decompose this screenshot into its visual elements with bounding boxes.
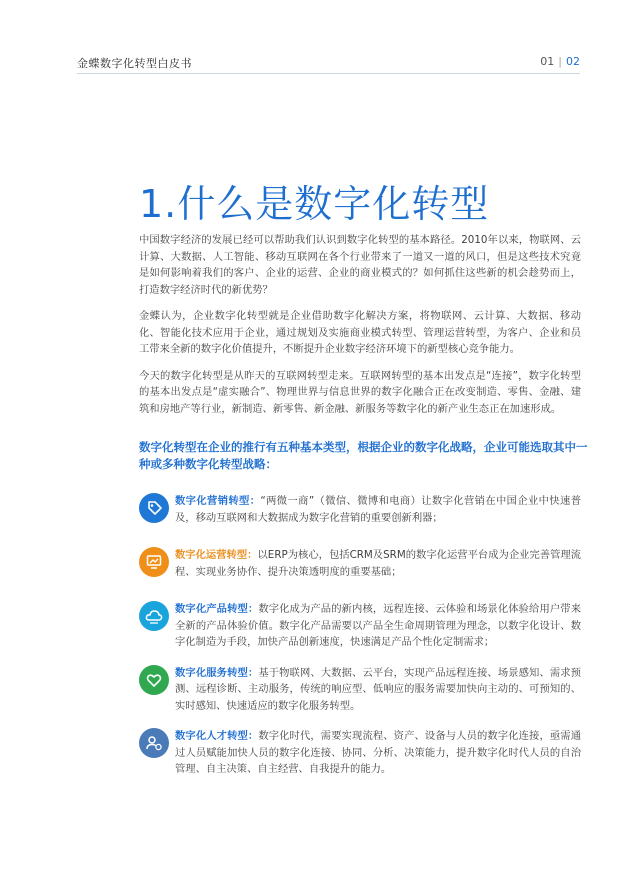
page-number-left: 01	[540, 55, 555, 68]
type-item-product	[139, 601, 581, 651]
type-desc-product: 数字化成为产品的新内核，远程连接、云体验和场景化体验给用户带来全新的产品体验价值。数字化产品需要以产品全生命周期管理为理念，以数字化设计、数字化制造为手段，加快产品创新速度，快速满足产品个性化定制需求；	[175, 603, 582, 648]
type-name-product: 数字化产品转型：	[175, 603, 259, 615]
type-name-talent: 数字化人才转型：	[175, 730, 259, 742]
cloud-icon	[139, 601, 169, 631]
document-title: 金蝶数字化转型白皮书	[77, 57, 192, 70]
type-desc-service: 基于物联网、大数据、云平台，实现产品远程连接、场景感知、需求预测、远程诊断、主动服务，传统的响应型、低响应的服务需要加快向主动的、可预知的、实时感知、快速适应的数字化服务转型。	[175, 666, 582, 712]
type-text-talent	[175, 728, 581, 778]
type-text-operation	[175, 547, 581, 580]
type-name-operation: 数字化运营转型：	[175, 549, 258, 561]
section-lead: 数字化转型在企业的推行有五种基本类型，根据企业的数字化战略，企业可能选取其中一种或多种数字化转型战略：	[139, 440, 588, 471]
page-title: 1.什么是数字化转型	[139, 182, 490, 227]
type-name-service: 数字化服务转型：	[175, 666, 259, 679]
type-text-marketing	[175, 493, 581, 526]
paragraph-2: 金蝶认为，企业数字化转型就是企业借助数字化解决方案，将物联网、云计算、大数据、移动化、智能化技术应用于企业，通过规划及实施商业模式转型、管理运营转型，为客户、企业和员工带来全新的数字化价值提升，不断提升企业数字经济环境下的新型核心竞争能力。	[139, 310, 581, 355]
type-text-product	[175, 601, 581, 651]
page-header	[0, 0, 640, 82]
paragraph-3: 今天的数字化转型是从昨天的互联网转型走来。互联网转型的基本出发点是“连接”，数字化转型的基本出发点是“虚实融合”、物理世界与信息世界的数字化融合正在改变制造、零售、金融、建筑和房地产等行业，新制造、新零售、新金融、新服务等数字化的新产业生态正在加速形成。	[139, 369, 581, 415]
type-item-talent	[139, 728, 581, 778]
type-desc-operation: 以ERP为核心，包括CRM及SRM的数字化运营平台成为企业完善管理流程、实现业务协作、提升决策透明度的重要基础；	[175, 549, 582, 578]
main-content	[139, 232, 588, 792]
page-separator: |	[558, 55, 562, 68]
type-item-service	[139, 665, 581, 715]
heart-icon	[139, 665, 169, 695]
type-name-marketing: 数字化营销转型：	[175, 495, 261, 507]
page-number-right: 02	[566, 55, 580, 68]
type-desc-marketing: “两微一商”（微信、微博和电商）让数字化营销在中国企业中快速普及，移动互联网和大数据成为数字化营销的重要创新利器；	[175, 495, 582, 524]
tag-icon	[139, 493, 169, 523]
type-item-marketing	[139, 493, 581, 533]
page-numbers	[540, 55, 580, 68]
person-icon	[139, 728, 169, 758]
monitor-icon	[139, 547, 169, 577]
type-desc-talent: 数字化时代，需要实现流程、资产、设备与人员的数字化连接，亟需通过人员赋能加快人员的数字化连接、协同、分析、决策能力，提升数字化时代人员的自治管理、自主决策、自主经营、自我提升的能力。	[175, 730, 582, 775]
paragraph-1: 中国数字经济的发展已经可以帮助我们认识到数字化转型的基本路径。2010年以来，物联网、云计算、大数据、人工智能、移动互联网在各个行业带来了一道又一道的风口，但是这些技术究竟是如何影响着我们的客户、企业的运营、企业的商业模式的？如何抓住这些新的机会趁势而上，打造数字经济时代的新优势？	[139, 234, 581, 296]
type-item-operation	[139, 547, 581, 587]
header-divider	[77, 73, 580, 74]
type-text-service	[175, 665, 581, 715]
